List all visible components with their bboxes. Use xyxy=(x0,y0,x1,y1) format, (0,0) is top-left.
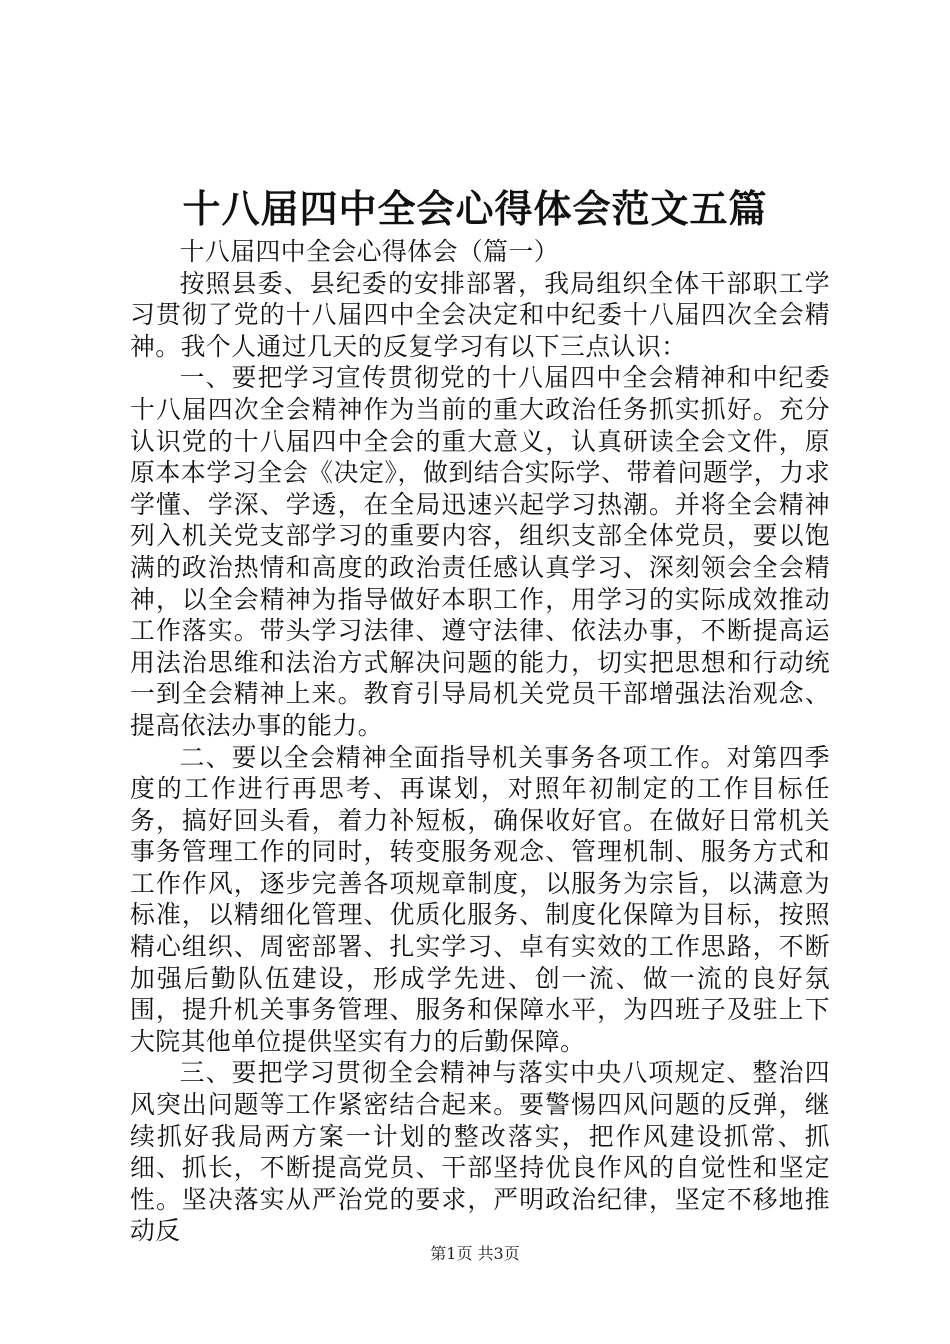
paragraph-point-one: 一、要把学习宣传贯彻党的十八届四中全会精神和中纪委十八届四次全会精神作为当前的重大政治任务抓实抓好。充分认识党的十八届四中全会的重大意义，认真研读全会文件，原原本本学习全会《决定》，做到结合实际学、带着问题学，力求学懂、学深、学透，在全局迅速兴起学习热潮。并将全会精神列入机关党支部学习的重要内容，组织支部全体党员，要以饱满的政治热情和高度的政治责任感认真学习、深刻领会全会精神，以全会精神为指导做好本职工作，用学习的实际成效推动工作落实。带头学习法律、遵守法律、依法办事，不断提高运用法治思维和法治方式解决问题的能力，切实把思想和行动统一到全会精神上来。教育引导局机关党员干部增强法治观念、提高依法办事的能力。 xyxy=(130,363,830,740)
paragraph-point-three: 三、要把学习贯彻全会精神与落实中央八项规定、整治四风突出问题等工作紧密结合起来。要警惕四风问题的反弹，继续抓好我局两方案一计划的整改落实，把作风建设抓常、抓细、抓长，不断提高党员、干部坚持优良作风的自觉性和坚定性。坚决落实从严治党的要求，严明政治纪律，坚定不移地推动反 xyxy=(130,1058,830,1246)
page-number-footer: 第1页 共3页 xyxy=(430,1244,520,1263)
document-body xyxy=(130,236,830,1247)
paragraph-intro: 按照县委、县纪委的安排部署，我局组织全体干部职工学习贯彻了党的十八届四中全会决定和中纪委十八届四次全会精神。我个人通过几天的反复学习有以下三点认识： xyxy=(130,268,830,361)
document-title: 十八届四中全会心得体会范文五篇 xyxy=(182,186,768,231)
section-heading: 十八届四中全会心得体会（篇一） xyxy=(179,237,560,266)
paragraph-point-two: 二、要以全会精神全面指导机关事务各项工作。对第四季度的工作进行再思考、再谋划，对照年初制定的工作目标任务，搞好回头看，着力补短板，确保收好官。在做好日常机关事务管理工作的同时，转变服务观念、管理机制、服务方式和工作作风，逐步完善各项规章制度，以服务为宗旨，以满意为标准，以精细化管理、优质化服务、制度化保障为目标，按照精心组织、周密部署、扎实学习、卓有实效的工作思路，不断加强后勤队伍建设，形成学先进、创一流、做一流的良好氛围，提升机关事务管理、服务和保障水平，为四班子及驻上下大院其他单位提供坚实有力的后勤保障。 xyxy=(130,742,830,1056)
